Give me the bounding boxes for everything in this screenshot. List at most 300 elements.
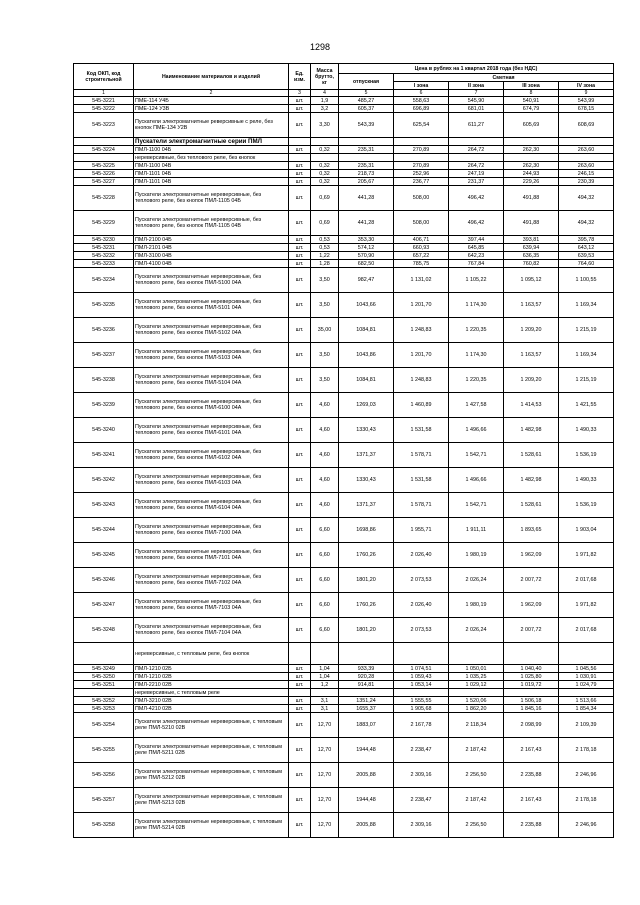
name-cell: нереверсивные, с тепловым реле xyxy=(134,689,289,697)
mass-cell: 3,2 xyxy=(311,105,339,113)
mass-cell: 6,60 xyxy=(311,593,339,618)
unit-cell: шт. xyxy=(289,186,311,211)
release-price-cell: 1944,48 xyxy=(339,738,394,763)
name-cell: Пускатели электромагнитные нереверсивные, без теплового реле, без кнопок ПМЛ-7102 04А xyxy=(134,568,289,593)
code-cell xyxy=(74,138,134,146)
header-name: Наименование материалов и изделий xyxy=(134,64,289,90)
zone-3-price-cell: 1 528,61 xyxy=(504,443,559,468)
zone-4-price-cell: 2 246,96 xyxy=(559,763,614,788)
mass-cell xyxy=(311,138,339,146)
unit-cell: шт. xyxy=(289,738,311,763)
mass-cell: 0,32 xyxy=(311,178,339,186)
table-row xyxy=(74,393,614,418)
unit-cell: шт. xyxy=(289,97,311,105)
zone-2-price-cell xyxy=(449,154,504,162)
name-cell: ПМЛ-2210 02В xyxy=(134,681,289,689)
zone-4-price-cell: 263,60 xyxy=(559,146,614,154)
mass-cell: 3,30 xyxy=(311,113,339,138)
column-number: 7 xyxy=(449,90,504,97)
release-price-cell: 1269,03 xyxy=(339,393,394,418)
release-price-cell: 920,28 xyxy=(339,673,394,681)
unit-cell: шт. xyxy=(289,681,311,689)
mass-cell: 12,70 xyxy=(311,763,339,788)
zone-4-price-cell: 1 536,19 xyxy=(559,443,614,468)
release-price-cell: 2005,88 xyxy=(339,763,394,788)
zone-4-price-cell: 494,32 xyxy=(559,186,614,211)
zone-4-price-cell: 2 017,68 xyxy=(559,618,614,643)
release-price-cell: 441,28 xyxy=(339,211,394,236)
zone-4-price-cell: 1 903,04 xyxy=(559,518,614,543)
code-cell: 545-3230 xyxy=(74,236,134,244)
zone-3-price-cell: 1 482,98 xyxy=(504,468,559,493)
mass-cell: 6,60 xyxy=(311,568,339,593)
zone-1-price-cell: 1 531,58 xyxy=(394,468,449,493)
code-cell: 545-3237 xyxy=(74,343,134,368)
name-cell: ПМЛ-1100 04Б xyxy=(134,146,289,154)
column-number: 9 xyxy=(559,90,614,97)
code-cell: 545-3250 xyxy=(74,673,134,681)
zone-4-price-cell: 1 045,56 xyxy=(559,665,614,673)
release-price-cell: 1371,37 xyxy=(339,493,394,518)
zone-2-price-cell: 611,27 xyxy=(449,113,504,138)
zone-1-price-cell: 1 905,68 xyxy=(394,705,449,713)
name-cell: Пускатели электромагнитные нереверсивные, без теплового реле, без кнопок ПМЛ-6103 04А xyxy=(134,468,289,493)
table-row xyxy=(74,618,614,643)
mass-cell: 0,53 xyxy=(311,236,339,244)
table-row xyxy=(74,705,614,713)
table-row xyxy=(74,178,614,186)
code-cell: 545-3235 xyxy=(74,293,134,318)
zone-3-price-cell: 639,94 xyxy=(504,244,559,252)
table-row xyxy=(74,763,614,788)
zone-4-price-cell: 1 971,82 xyxy=(559,593,614,618)
unit-cell: шт. xyxy=(289,543,311,568)
release-price-cell xyxy=(339,138,394,146)
zone-2-price-cell xyxy=(449,138,504,146)
table-row xyxy=(74,268,614,293)
unit-cell: шт. xyxy=(289,170,311,178)
mass-cell: 1,04 xyxy=(311,673,339,681)
mass-cell: 6,60 xyxy=(311,518,339,543)
zone-3-price-cell: 1 019,72 xyxy=(504,681,559,689)
zone-3-price-cell xyxy=(504,689,559,697)
table-row xyxy=(74,252,614,260)
column-number: 6 xyxy=(394,90,449,97)
unit-cell: шт. xyxy=(289,178,311,186)
mass-cell: 12,70 xyxy=(311,788,339,813)
release-price-cell: 1944,48 xyxy=(339,788,394,813)
code-cell: 545-3240 xyxy=(74,418,134,443)
mass-cell: 12,70 xyxy=(311,813,339,838)
name-cell: нереверсивные, без теплового реле, без кнопок xyxy=(134,154,289,162)
zone-2-price-cell: 1 174,30 xyxy=(449,293,504,318)
zone-2-price-cell: 496,42 xyxy=(449,211,504,236)
release-price-cell: 1655,37 xyxy=(339,705,394,713)
table-row xyxy=(74,260,614,268)
name-cell: Пускатели электромагнитные нереверсивные, без теплового реле, без кнопок ПМЛ-7100 04А xyxy=(134,518,289,543)
code-cell: 545-3243 xyxy=(74,493,134,518)
unit-cell: шт. xyxy=(289,268,311,293)
release-price-cell: 914,81 xyxy=(339,681,394,689)
release-price-cell: 1760,26 xyxy=(339,593,394,618)
zone-2-price-cell: 1 174,30 xyxy=(449,343,504,368)
unit-cell: шт. xyxy=(289,763,311,788)
zone-2-price-cell: 2 026,24 xyxy=(449,618,504,643)
table-row xyxy=(74,105,614,113)
unit-cell xyxy=(289,643,311,665)
release-price-cell: 1330,43 xyxy=(339,468,394,493)
name-cell: ПМЛ-3210 02В xyxy=(134,697,289,705)
zone-1-price-cell: 696,89 xyxy=(394,105,449,113)
zone-2-price-cell: 1 050,01 xyxy=(449,665,504,673)
code-cell: 545-3255 xyxy=(74,738,134,763)
code-cell: 545-3253 xyxy=(74,705,134,713)
zone-2-price-cell: 264,72 xyxy=(449,162,504,170)
code-cell: 545-3238 xyxy=(74,368,134,393)
unit-cell: шт. xyxy=(289,162,311,170)
unit-cell: шт. xyxy=(289,146,311,154)
code-cell xyxy=(74,643,134,665)
zone-3-price-cell: 1 095,12 xyxy=(504,268,559,293)
unit-cell: шт. xyxy=(289,293,311,318)
zone-3-price-cell: 1 962,09 xyxy=(504,543,559,568)
zone-4-price-cell: 246,15 xyxy=(559,170,614,178)
unit-cell: шт. xyxy=(289,568,311,593)
column-number: 3 xyxy=(289,90,311,97)
unit-cell: шт. xyxy=(289,113,311,138)
release-price-cell: 1084,81 xyxy=(339,368,394,393)
unit-cell: шт. xyxy=(289,468,311,493)
name-cell: Пускатели электромагнитные нереверсивные, без теплового реле, без кнопок ПМЛ-7104 04А xyxy=(134,618,289,643)
zone-1-price-cell: 1 074,51 xyxy=(394,665,449,673)
header-code: Код ОКП, код строительной xyxy=(74,64,134,90)
zone-1-price-cell: 1 131,02 xyxy=(394,268,449,293)
name-cell: Пускатели электромагнитные реверсивные с реле, без кнопок ПМЕ-134 У2В xyxy=(134,113,289,138)
zone-2-price-cell: 1 220,35 xyxy=(449,368,504,393)
zone-2-price-cell: 545,90 xyxy=(449,97,504,105)
release-price-cell: 235,31 xyxy=(339,162,394,170)
release-price-cell: 1043,86 xyxy=(339,343,394,368)
table-row xyxy=(74,813,614,838)
zone-1-price-cell: 1 955,71 xyxy=(394,518,449,543)
release-price-cell xyxy=(339,154,394,162)
code-cell: 545-3231 xyxy=(74,244,134,252)
zone-3-price-cell: 2 167,43 xyxy=(504,738,559,763)
mass-cell: 6,60 xyxy=(311,543,339,568)
zone-2-price-cell: 1 911,11 xyxy=(449,518,504,543)
name-cell: Пускатели электромагнитные нереверсивные, без теплового реле, без кнопок ПМЛ-7103 04А xyxy=(134,593,289,618)
zone-2-price-cell: 1 496,66 xyxy=(449,468,504,493)
zone-2-price-cell: 264,72 xyxy=(449,146,504,154)
release-price-cell: 441,28 xyxy=(339,186,394,211)
release-price-cell: 1883,07 xyxy=(339,713,394,738)
price-table xyxy=(73,63,614,838)
release-price-cell: 205,67 xyxy=(339,178,394,186)
zone-4-price-cell: 608,69 xyxy=(559,113,614,138)
name-cell: ПМЕ-124 У3В xyxy=(134,105,289,113)
name-cell: Пускатели электромагнитные нереверсивные, без теплового реле, без кнопок ПМЛ-6102 04А xyxy=(134,443,289,468)
zone-2-price-cell: 645,85 xyxy=(449,244,504,252)
code-cell: 545-3245 xyxy=(74,543,134,568)
mass-cell: 0,69 xyxy=(311,186,339,211)
name-cell: Пускатели электромагнитные нереверсивные, с тепловым реле ПМЛ-5210 02В xyxy=(134,713,289,738)
zone-4-price-cell: 1 421,55 xyxy=(559,393,614,418)
mass-cell: 0,32 xyxy=(311,146,339,154)
code-cell xyxy=(74,689,134,697)
unit-cell: шт. xyxy=(289,705,311,713)
table-row xyxy=(74,493,614,518)
zone-4-price-cell: 764,60 xyxy=(559,260,614,268)
zone-4-price-cell: 2 178,18 xyxy=(559,738,614,763)
code-cell: 545-3247 xyxy=(74,593,134,618)
unit-cell: шт. xyxy=(289,105,311,113)
zone-1-price-cell: 1 248,83 xyxy=(394,318,449,343)
name-cell: Пускатели электромагнитные нереверсивные, без теплового реле, без кнопок ПМЛ-6100 04А xyxy=(134,393,289,418)
zone-1-price-cell: 2 238,47 xyxy=(394,788,449,813)
mass-cell: 4,60 xyxy=(311,493,339,518)
zone-4-price-cell: 1 024,79 xyxy=(559,681,614,689)
zone-2-price-cell: 2 256,50 xyxy=(449,763,504,788)
zone-3-price-cell: 1 209,20 xyxy=(504,318,559,343)
zone-3-price-cell: 1 209,20 xyxy=(504,368,559,393)
release-price-cell: 933,39 xyxy=(339,665,394,673)
zone-1-price-cell: 1 053,14 xyxy=(394,681,449,689)
name-cell: Пускатели электромагнитные нереверсивные, без теплового реле, без кнопок ПМЛ-1105 04Б xyxy=(134,186,289,211)
zone-1-price-cell: 1 578,71 xyxy=(394,493,449,518)
name-cell: ПМЛ-2100 04Б xyxy=(134,236,289,244)
mass-cell: 12,70 xyxy=(311,738,339,763)
zone-1-price-cell: 1 578,71 xyxy=(394,443,449,468)
table-row xyxy=(74,697,614,705)
release-price-cell: 1043,66 xyxy=(339,293,394,318)
zone-1-price-cell: 236,77 xyxy=(394,178,449,186)
mass-cell: 12,70 xyxy=(311,713,339,738)
zone-3-price-cell: 1 962,09 xyxy=(504,593,559,618)
zone-1-price-cell: 508,00 xyxy=(394,211,449,236)
unit-cell: шт. xyxy=(289,673,311,681)
zone-1-price-cell: 660,93 xyxy=(394,244,449,252)
code-cell: 545-3232 xyxy=(74,252,134,260)
zone-3-price-cell: 674,79 xyxy=(504,105,559,113)
unit-cell: шт. xyxy=(289,368,311,393)
zone-3-price-cell: 2 235,88 xyxy=(504,763,559,788)
table-row xyxy=(74,146,614,154)
code-cell: 545-3234 xyxy=(74,268,134,293)
zone-4-price-cell: 1 513,66 xyxy=(559,697,614,705)
code-cell: 545-3252 xyxy=(74,697,134,705)
zone-4-price-cell: 678,15 xyxy=(559,105,614,113)
zone-2-price-cell: 1 542,71 xyxy=(449,493,504,518)
zone-4-price-cell: 543,99 xyxy=(559,97,614,105)
name-cell: Пускатели электромагнитные серии ПМЛ xyxy=(134,138,289,146)
unit-cell xyxy=(289,689,311,697)
zone-2-price-cell: 2 026,24 xyxy=(449,568,504,593)
zone-4-price-cell: 1 490,33 xyxy=(559,468,614,493)
mass-cell: 4,60 xyxy=(311,468,339,493)
release-price-cell: 1801,20 xyxy=(339,568,394,593)
zone-3-price-cell: 262,30 xyxy=(504,162,559,170)
zone-1-price-cell: 625,54 xyxy=(394,113,449,138)
code-cell: 545-3242 xyxy=(74,468,134,493)
mass-cell: 1,28 xyxy=(311,260,339,268)
zone-2-price-cell xyxy=(449,643,504,665)
release-price-cell: 485,27 xyxy=(339,97,394,105)
name-cell: ПМЛ-1210 02Б xyxy=(134,665,289,673)
code-cell: 545-3257 xyxy=(74,788,134,813)
column-number: 8 xyxy=(504,90,559,97)
name-cell: Пускатели электромагнитные нереверсивные, с тепловым реле ПМЛ-5211 02В xyxy=(134,738,289,763)
name-cell: ПМЛ-1100 04В xyxy=(134,162,289,170)
zone-3-price-cell: 605,69 xyxy=(504,113,559,138)
table-row xyxy=(74,681,614,689)
code-cell: 545-3239 xyxy=(74,393,134,418)
zone-2-price-cell: 247,19 xyxy=(449,170,504,178)
header-price-title: Цена в рублях на 1 квартал 2018 года (без НДС) xyxy=(339,64,614,74)
zone-1-price-cell: 1 460,89 xyxy=(394,393,449,418)
zone-1-price-cell xyxy=(394,689,449,697)
zone-1-price-cell: 508,00 xyxy=(394,186,449,211)
table-header xyxy=(74,64,614,97)
zone-3-price-cell: 1 893,65 xyxy=(504,518,559,543)
zone-1-price-cell: 1 248,83 xyxy=(394,368,449,393)
zone-3-price-cell: 636,35 xyxy=(504,252,559,260)
page-number: 1298 xyxy=(309,42,331,52)
table-row xyxy=(74,643,614,665)
column-number: 2 xyxy=(134,90,289,97)
zone-4-price-cell xyxy=(559,689,614,697)
zone-1-price-cell: 657,22 xyxy=(394,252,449,260)
table-row xyxy=(74,673,614,681)
release-price-cell: 574,12 xyxy=(339,244,394,252)
table-row xyxy=(74,236,614,244)
zone-1-price-cell: 2 026,40 xyxy=(394,593,449,618)
table-row xyxy=(74,368,614,393)
zone-3-price-cell: 1 040,40 xyxy=(504,665,559,673)
unit-cell: шт. xyxy=(289,318,311,343)
name-cell: Пускатели электромагнитные нереверсивные, без теплового реле, без кнопок ПМЛ-5101 04А xyxy=(134,293,289,318)
release-price-cell: 235,31 xyxy=(339,146,394,154)
name-cell: ПМЕ-114 У4Б xyxy=(134,97,289,105)
zone-4-price-cell: 1 971,82 xyxy=(559,543,614,568)
mass-cell: 0,32 xyxy=(311,162,339,170)
unit-cell: шт. xyxy=(289,418,311,443)
zone-1-price-cell: 1 201,70 xyxy=(394,343,449,368)
table-row xyxy=(74,568,614,593)
mass-cell: 3,50 xyxy=(311,343,339,368)
zone-1-price-cell: 1 555,55 xyxy=(394,697,449,705)
zone-3-price-cell: 1 528,61 xyxy=(504,493,559,518)
code-cell: 545-3226 xyxy=(74,170,134,178)
unit-cell: шт. xyxy=(289,244,311,252)
zone-2-price-cell: 2 118,34 xyxy=(449,713,504,738)
zone-3-price-cell: 1 845,16 xyxy=(504,705,559,713)
mass-cell: 1,04 xyxy=(311,665,339,673)
zone-4-price-cell: 395,78 xyxy=(559,236,614,244)
zone-2-price-cell: 1 980,19 xyxy=(449,593,504,618)
table-row xyxy=(74,593,614,618)
zone-3-price-cell: 1 163,57 xyxy=(504,343,559,368)
zone-4-price-cell: 1 169,34 xyxy=(559,343,614,368)
name-cell: Пускатели электромагнитные нереверсивные, без теплового реле, без кнопок ПМЛ-6104 04А xyxy=(134,493,289,518)
zone-3-price-cell: 760,82 xyxy=(504,260,559,268)
release-price-cell: 1760,26 xyxy=(339,543,394,568)
zone-1-price-cell: 270,89 xyxy=(394,146,449,154)
mass-cell: 1,2 xyxy=(311,681,339,689)
header-zone-1: I зона xyxy=(394,82,449,90)
unit-cell: шт. xyxy=(289,788,311,813)
release-price-cell: 570,90 xyxy=(339,252,394,260)
table-row xyxy=(74,154,614,162)
table-row xyxy=(74,186,614,211)
zone-3-price-cell: 1 482,98 xyxy=(504,418,559,443)
zone-4-price-cell: 1 169,34 xyxy=(559,293,614,318)
name-cell: Пускатели электромагнитные нереверсивные, без теплового реле, без кнопок ПМЛ-7101 04А xyxy=(134,543,289,568)
zone-2-price-cell: 2 256,50 xyxy=(449,813,504,838)
zone-2-price-cell: 642,23 xyxy=(449,252,504,260)
code-cell: 545-3227 xyxy=(74,178,134,186)
table-row xyxy=(74,318,614,343)
header-zone-4: IV зона xyxy=(559,82,614,90)
table-row xyxy=(74,713,614,738)
header-unit: Ед. изм. xyxy=(289,64,311,90)
name-cell: ПМЛ-1101 04Б xyxy=(134,170,289,178)
name-cell: Пускатели электромагнитные нереверсивные, без теплового реле, без кнопок ПМЛ-6101 04А xyxy=(134,418,289,443)
table-row xyxy=(74,113,614,138)
code-cell: 545-3246 xyxy=(74,568,134,593)
release-price-cell: 1698,86 xyxy=(339,518,394,543)
unit-cell: шт. xyxy=(289,493,311,518)
zone-1-price-cell: 1 531,58 xyxy=(394,418,449,443)
zone-1-price-cell: 2 026,40 xyxy=(394,543,449,568)
zone-4-price-cell: 2 109,39 xyxy=(559,713,614,738)
mass-cell xyxy=(311,689,339,697)
table-row xyxy=(74,211,614,236)
code-cell: 545-3236 xyxy=(74,318,134,343)
release-price-cell xyxy=(339,643,394,665)
zone-1-price-cell: 2 309,16 xyxy=(394,763,449,788)
table-row xyxy=(74,97,614,105)
zone-2-price-cell: 496,42 xyxy=(449,186,504,211)
mass-cell: 4,60 xyxy=(311,393,339,418)
zone-4-price-cell: 1 030,91 xyxy=(559,673,614,681)
unit-cell: шт. xyxy=(289,260,311,268)
release-price-cell: 605,37 xyxy=(339,105,394,113)
mass-cell xyxy=(311,154,339,162)
release-price-cell: 543,39 xyxy=(339,113,394,138)
code-cell: 545-3249 xyxy=(74,665,134,673)
zone-3-price-cell: 2 098,99 xyxy=(504,713,559,738)
zone-3-price-cell: 2 007,72 xyxy=(504,568,559,593)
code-cell: 545-3256 xyxy=(74,763,134,788)
unit-cell: шт. xyxy=(289,211,311,236)
mass-cell: 35,00 xyxy=(311,318,339,343)
zone-2-price-cell: 397,44 xyxy=(449,236,504,244)
mass-cell: 4,60 xyxy=(311,418,339,443)
name-cell: Пускатели электромагнитные нереверсивные, с тепловым реле ПМЛ-5214 02В xyxy=(134,813,289,838)
unit-cell xyxy=(289,154,311,162)
zone-1-price-cell xyxy=(394,643,449,665)
header-zone-2: II зона xyxy=(449,82,504,90)
zone-3-price-cell: 1 163,57 xyxy=(504,293,559,318)
zone-4-price-cell: 2 017,68 xyxy=(559,568,614,593)
zone-2-price-cell: 1 542,71 xyxy=(449,443,504,468)
release-price-cell xyxy=(339,689,394,697)
release-price-cell: 982,47 xyxy=(339,268,394,293)
zone-4-price-cell: 1 215,19 xyxy=(559,318,614,343)
code-cell: 545-3248 xyxy=(74,618,134,643)
code-cell: 545-3222 xyxy=(74,105,134,113)
zone-2-price-cell: 767,84 xyxy=(449,260,504,268)
